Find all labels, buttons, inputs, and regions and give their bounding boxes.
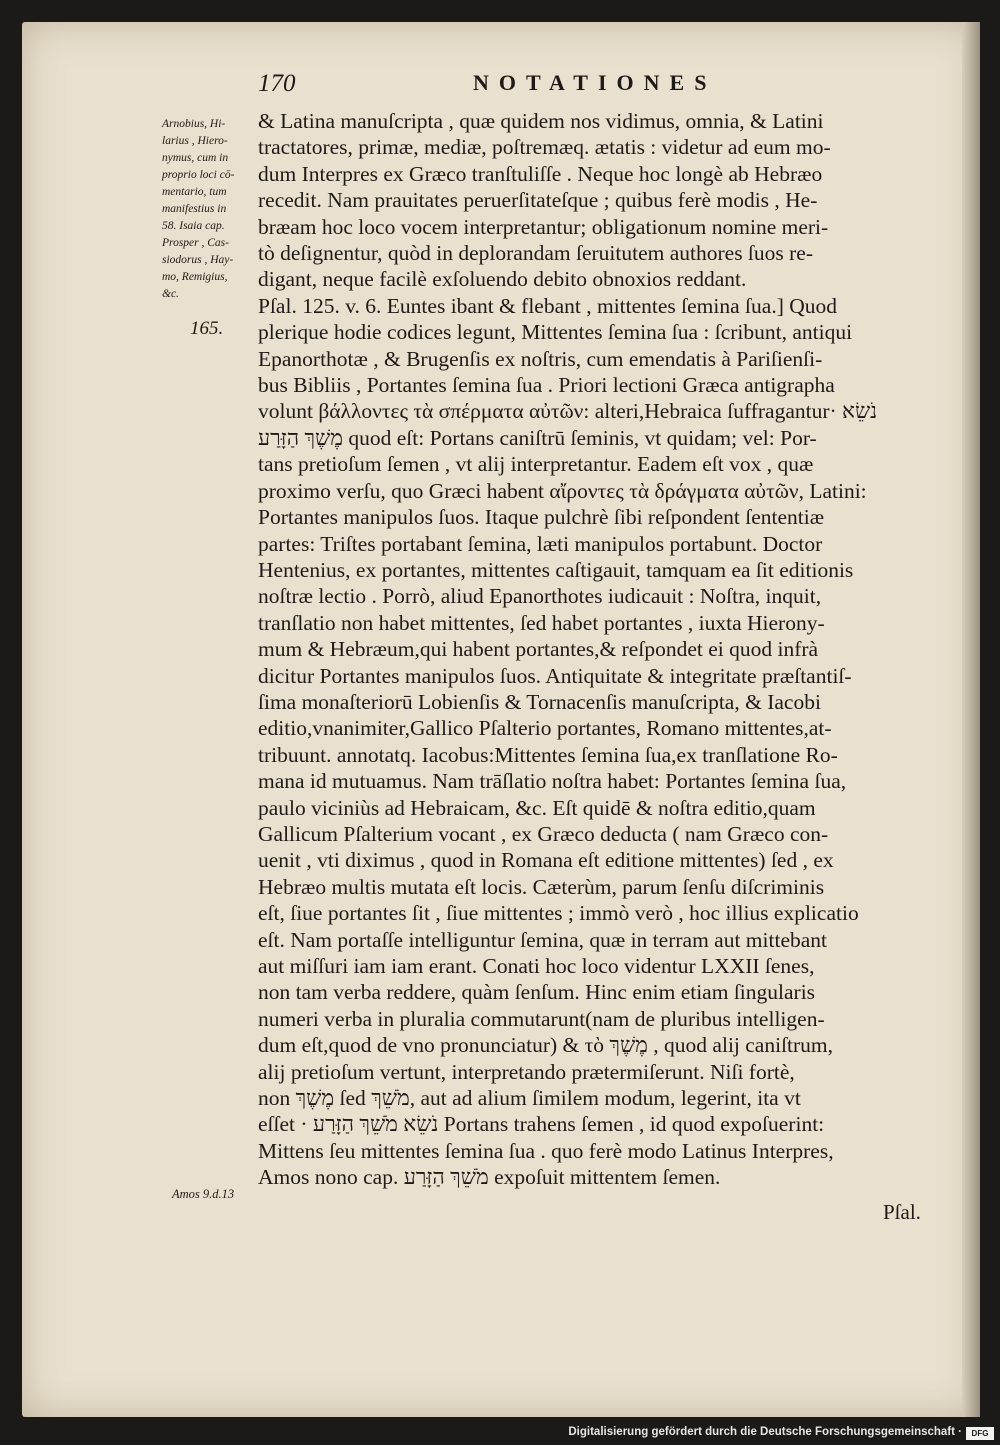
page-number: 170 — [258, 70, 296, 97]
text-line: Pſal. 125. v. 6. Euntes ibant & flebant , mittentes ſemina ſua.] Quod — [258, 293, 837, 318]
text-line: editio,vnanimiter,Gallico Pſalterio portantes, Romano mittentes,at- — [258, 716, 832, 741]
text-line: paulo viciniùs ad Hebraicam, &c. Eſt quidē & noſtra editio,quam — [258, 795, 816, 820]
text-line: volunt βάλλοντες τὰ σπέρματα αὐτῶν: alteri,Hebraica ſuffragantur· נֹשֵׂא — [258, 399, 878, 424]
text-line: mum & Hebræum,qui habent portantes,& reſpondet ei quod infrà — [258, 637, 819, 662]
text-line: eſſet · נֹשֵׂא מֹשֵׁךְ הַזָּרַע Portans trahens ſemen , id quod expoſuerint: — [258, 1112, 825, 1137]
margin-note-line: larius , Hiero- — [162, 135, 228, 147]
text-line: Mittens ſeu mittentes ſemina ſua . quo ferè modo Latinus Interpres, — [258, 1138, 834, 1163]
margin-note-line: proprio loci cō- — [162, 169, 235, 181]
margin-note-line: mentario, tum — [162, 186, 227, 198]
text-line: tranſlatio non habet mittentes, ſed habet portantes , iuxta Hierony- — [258, 610, 825, 635]
text-line: non מֶשֶׁךְ ſed מֹשֵׁךְ, aut ad alium ſimilem modum, legerint, ita vt — [258, 1086, 801, 1111]
text-line: proximo verſu, quo Græci habent αἴροντες τὰ δράγματα αὐτῶν, Latini: — [258, 478, 867, 503]
text-line: & Latina manuſcripta , quæ quidem nos vidimus, omnia, & Latini — [258, 109, 824, 133]
text-line: tribuunt. annotatq. Iacobus:Mittentes ſemina ſua,ex tranſlatione Ro- — [258, 742, 838, 767]
text-line: dum eſt,quod de vno pronunciatur) & τὸ מֶשֶׁךְ , quod alij caniſtrum, — [258, 1033, 834, 1058]
body-text — [258, 108, 940, 1191]
text-line: Epanorthotæ , & Brugenſis ex noſtris, cum emendatis à Pariſienſi- — [258, 346, 823, 371]
page-header — [258, 70, 958, 100]
text-line: bus Bibliis , Portantes ſemina ſua . Priori lectioni Græca antigrapha — [258, 373, 835, 398]
funding-credit: Digitalisierung gefördert durch die Deutsche Forschungsgemeinschaft · — [568, 1426, 962, 1438]
margin-note-line: mo, Remigius, — [162, 271, 228, 283]
text-line: dicitur Portantes manipulos ſuos. Antiquitate & integritate præſtantiſ- — [258, 663, 852, 688]
text-line: aut miſſuri iam iam erant. Conati hoc loco videntur LXXII ſenes, — [258, 954, 815, 978]
text-line: bræam hoc loco vocem interpretantur; obligationum nomine meri- — [258, 214, 829, 239]
text-line: digant, neque facilè exſoluendo debito obnoxios reddant. — [258, 267, 747, 292]
margin-note-line: manifestius in — [162, 203, 227, 215]
text-line: מֶשֶׁךְ הַזָּרַע quod eſt: Portans caniſtrū ſeminis, vt quidam; vel: Por- — [258, 425, 817, 450]
text-line: Gallicum Pſalterium vocant , ex Græco deducta ( nam Græco con- — [258, 821, 829, 846]
text-line: mana id mutuamus. Nam trāſlatio noſtra habet: Portantes ſemina ſua, — [258, 769, 847, 794]
text-line: dum Interpres ex Græco tranſtuliſſe . Neque hoc longè ab Hebræo — [258, 161, 823, 186]
dfg-logo-icon: DFG — [966, 1427, 994, 1440]
text-line: plerique hodie codices legunt, Mittentes ſemina ſua : ſcribunt, antiqui — [258, 320, 853, 345]
margin-note-line: Prosper , Cas- — [162, 237, 229, 249]
margin-note-line: siodorus , Hay- — [162, 254, 234, 266]
text-line: Hentenius, ex portantes, mittentes caſtigauit, tamquam ea ſit editionis — [258, 557, 854, 582]
text-line: recedit. Nam prauitates peruerſitateſque ; quibus ferè modis , He- — [258, 188, 818, 213]
text-line: ſima monaſteriorū Lobienſis & Tornacenſis manuſcripta, & Iacobi — [258, 689, 821, 714]
page-gutter — [962, 22, 980, 1417]
text-line: tractatores, primæ, mediæ, poſtremæq. ætatis : videtur ad eum mo- — [258, 135, 831, 160]
text-line: noſtræ lectio . Porrò, aliud Epanorthotes iudicauit : Noſtra, inquit, — [258, 584, 822, 609]
margin-note-line: 58. Isaia cap. — [162, 220, 225, 232]
text-line: Portantes manipulos ſuos. Itaque pulchrè ſibi reſpondent ſententiæ — [258, 505, 825, 530]
margin-notes — [162, 116, 254, 303]
text-line: partes: Triſtes portabant ſemina, læti manipulos portabunt. Doctor — [258, 531, 823, 556]
text-line: tò deſignentur, quòd in deplorandam ſeruitutem authores ſuos re- — [258, 241, 814, 266]
text-line: eſt. Nam portaſſe intelliguntur ſemina, quæ in terram aut mittebant — [258, 927, 828, 952]
running-head: NOTATIONES — [473, 70, 717, 95]
text-line: uenit , vti diximus , quod in Romana eſt editione mittentes) ſed , ex — [258, 848, 834, 873]
margin-note-line: &c. — [162, 288, 179, 300]
text-line: tans pretioſum ſemen , vt alij interpretantur. Eadem eſt vox , quæ — [258, 452, 814, 477]
text-line: eſt, ſiue portantes ſit , ſiue mittentes ; immò verò , hoc illius explicatio — [258, 901, 859, 926]
margin-number: 165. — [190, 318, 224, 339]
text-line: numeri verba in pluralia commutarunt(nam de pluribus intelligen- — [258, 1006, 825, 1031]
catchword: Pſal. — [883, 1200, 921, 1224]
footer-bar — [0, 1422, 1000, 1445]
margin-note-line: nymus, cum in — [162, 152, 229, 164]
text-line: Amos nono cap. מֹשֵׁךְ הַזָּרַע expoſuit mittentem ſemen. — [258, 1165, 721, 1190]
margin-note-line: Arnobius, Hi- — [162, 118, 226, 130]
text-line: Hebræo multis mutata eſt locis. Cæterùm, parum ſenſu diſcriminis — [258, 874, 825, 899]
margin-reference-amos: Amos 9.d.13 — [172, 1187, 235, 1201]
text-line: alij pretioſum vertunt, interpretando prætermiſerunt. Niſi fortè, — [258, 1059, 795, 1084]
text-line: non tam verba reddere, quàm ſenſum. Hinc enim etiam ſingularis — [258, 980, 816, 1005]
